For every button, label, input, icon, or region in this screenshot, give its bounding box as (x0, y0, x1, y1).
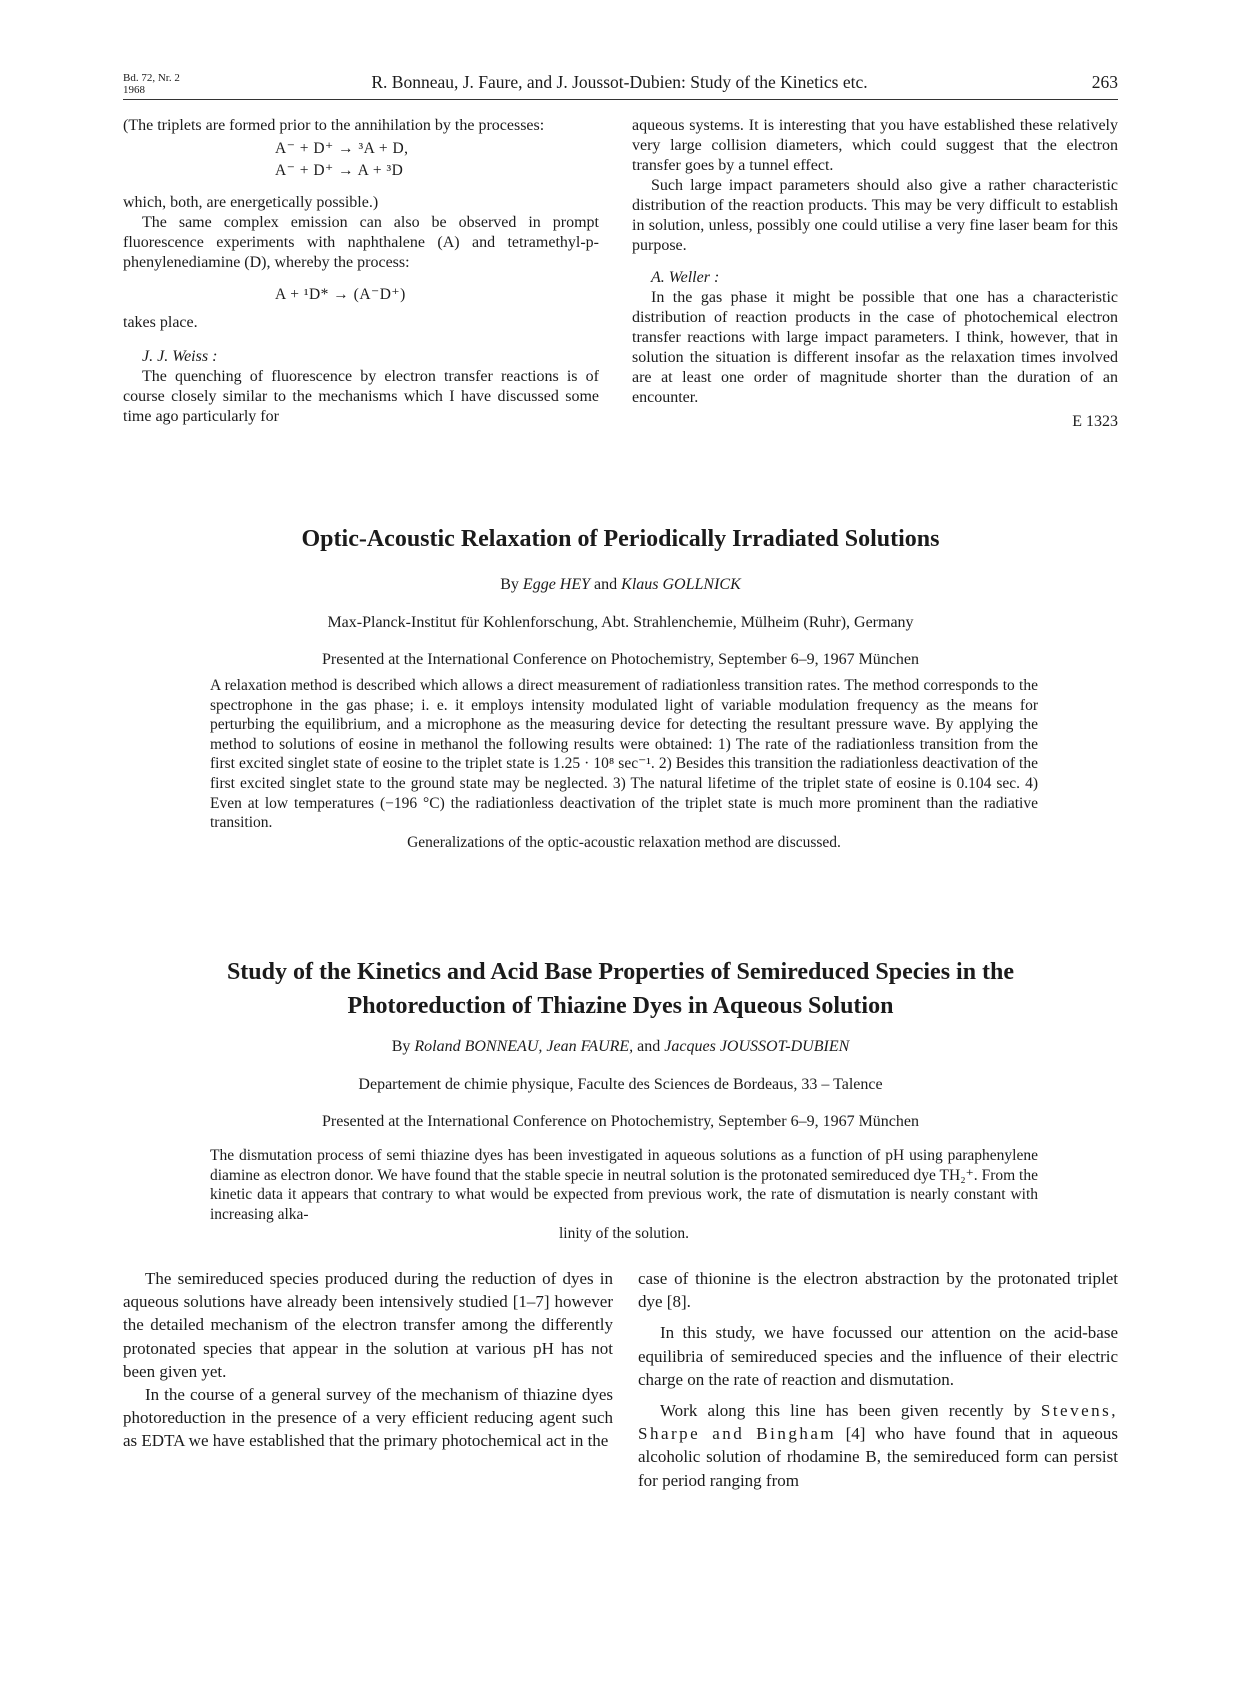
body-paragraph: case of thionine is the electron abstraction by the protonated triplet dye [8]. (638, 1269, 1118, 1312)
byline-by: By (391, 1038, 411, 1055)
journal-reference: Bd. 72, Nr. 2 1968 (123, 72, 180, 96)
equation: A⁻ + D⁺ → A + ³D (275, 162, 404, 179)
body-paragraph: In this study, we have focussed our attention on the acid-base equilibria of semireduced species and the influence of their electric charge on the rate of reaction and dismutation. (638, 1323, 1118, 1389)
discussion-paragraph: The same complex emission can also be observed in prompt fluorescence experiments with naphthalene (A) and tetramethyl-p-phenylenediamine (D), whereby the process: (123, 214, 599, 271)
byline-by: By (500, 576, 519, 593)
presentation-note: Presented at the International Conference on Photochemistry, September 6–9, 1967 München (321, 651, 920, 668)
abstract (210, 1146, 1038, 1244)
presentation-note: Presented at the International Conference on Photochemistry, September 6–9, 1967 München (321, 1113, 920, 1130)
discussion-paragraph: aqueous systems. It is interesting that you have established these relatively very large collision diameters, which could suggest that the electron transfer goes by a tunnel effect. (632, 117, 1118, 174)
body-left-column (123, 1267, 613, 1453)
abstract-text: A relaxation method is described which allows a direct measurement of radiationless transition rates. The method corresponds to the spectrophone in the gas phase; i. e. it employs intensity modulated light of variable modulation frequency as the means for perturbing the equilibrium, and a microphone as the measuring device for detecting the resultant pressure wave. By applying the method to solutions of eosine in methanol the following results were obtained: 1) The rate of the radiationless transition from the first excited singlet state of eosine to the triplet state is 1.25 · 10⁸ sec⁻¹. 2) Besides this transition the radiationless deactivation of the first excited singlet state to the ground state may be neglected. 3) The natural lifetime of the triplet state of eosine is 0.104 sec. 4) Even at low temperatures (−196 °C) the radiationless deactivation of the triplet state is much more prominent than the radiative transition. (210, 677, 1038, 832)
equation: A + ¹D* → (A⁻D⁺) (275, 286, 406, 303)
abstract-last-line: linity of the solution. (558, 1225, 690, 1243)
body-text: Work along this line has been given recently by (660, 1401, 1031, 1421)
author-name: Egge HEY (522, 576, 591, 593)
body-paragraph: In the course of a general survey of the mechanism of thiazine dyes photoreduction in the presence of a very efficient reducing agent such as EDTA we have established that the primary photochemical act in the (123, 1385, 613, 1451)
abstract (210, 676, 1038, 852)
abstract-text: The dismutation process of semi thiazine dyes has been investigated in aqueous solutions as a function of pH using paraphenylene diamine as electron donor. We have found that the stable specie in neutral solution is the protonated semireduced dye TH₂⁺. From the kinetic data it appears that contrary to what would be expected from previous work, the rate of dismutation is nearly constant with increasing alka- (210, 1147, 1038, 1223)
body-right-column (638, 1267, 1118, 1492)
discussion-paragraph: In the gas phase it might be possible that one has a characteristic distribution of reaction products in the case of photochemical electron transfer reactions with large impact parameters. I think, however, that in solution the situation is different insofar as the relaxation times involved are at least one order of magnitude shorter than the duration of an encounter. (632, 289, 1118, 406)
discussion-paragraph: takes place. (123, 314, 198, 331)
author-name: Jean FAURE, (546, 1038, 634, 1055)
equation: A⁻ + D⁺ → ³A + D, (275, 140, 409, 157)
abstract-last-line: Generalizations of the optic-acoustic relaxation method are discussed. (407, 833, 841, 851)
byline-and: and (637, 1038, 661, 1055)
reference-code: E 1323 (1072, 413, 1118, 430)
article-title-line: Study of the Kinetics and Acid Base Properties of Semireduced Species in the (226, 959, 1015, 985)
author-name: Klaus GOLLNICK (621, 576, 741, 593)
byline (123, 1038, 1118, 1056)
article-title-line: Photoreduction of Thiazine Dyes in Aqueous Solution (347, 993, 894, 1019)
discussion-paragraph: which, both, are energetically possible.) (123, 194, 379, 211)
body-paragraph: The semireduced species produced during the reduction of dyes in aqueous solutions have already been intensively studied [1–7] however the detailed mechanism of the electron transfer among the differently protonated species that appear in the solution at various pH has not been given yet. (123, 1269, 613, 1381)
body-text: [4] who have found that in aqueous alcoholic solution of rhodamine B, the semireduced form can persist for period ranging from (638, 1424, 1118, 1490)
byline (123, 576, 1118, 594)
article-title (123, 955, 1118, 1023)
running-head: R. Bonneau, J. Faure, and J. Joussot-Dubien: Study of the Kinetics etc. (371, 72, 868, 92)
article-title: Optic-Acoustic Relaxation of Periodically Irradiated Solutions (301, 526, 940, 552)
discussion-right-column (632, 116, 1118, 432)
author-name: Roland BONNEAU, (414, 1038, 543, 1055)
byline-and: and (594, 576, 618, 593)
header-rule (123, 99, 1118, 100)
affiliation: Departement de chimie physique, Faculte des Sciences de Bordeaus, 33 – Talence (358, 1076, 883, 1093)
discussion-paragraph: Such large impact parameters should also give a rather characteristic distribution of the reaction products. This may be very difficult to establish in solution, unless, possibly one could utilise a very fine laser beam for this purpose. (632, 177, 1118, 254)
author-name: Jacques JOUSSOT-DUBIEN (664, 1038, 850, 1055)
cited-authors: Stevens, Sharpe and Bingham (638, 1401, 1119, 1444)
discussion-left-column (123, 116, 599, 427)
page-number: 263 (1091, 72, 1118, 92)
speaker-name: J. J. Weiss : (142, 348, 218, 365)
discussion-paragraph: The quenching of fluorescence by electron transfer reactions is of course closely similar to the mechanisms which I have discussed some time ago particularly for (123, 368, 599, 425)
affiliation: Max-Planck-Institut für Kohlenforschung, Abt. Strahlenchemie, Mülheim (Ruhr), Germany (327, 614, 914, 631)
speaker-name: A. Weller : (651, 269, 720, 286)
discussion-paragraph: (The triplets are formed prior to the annihilation by the processes: (123, 117, 545, 134)
body-paragraph (638, 1399, 1118, 1492)
